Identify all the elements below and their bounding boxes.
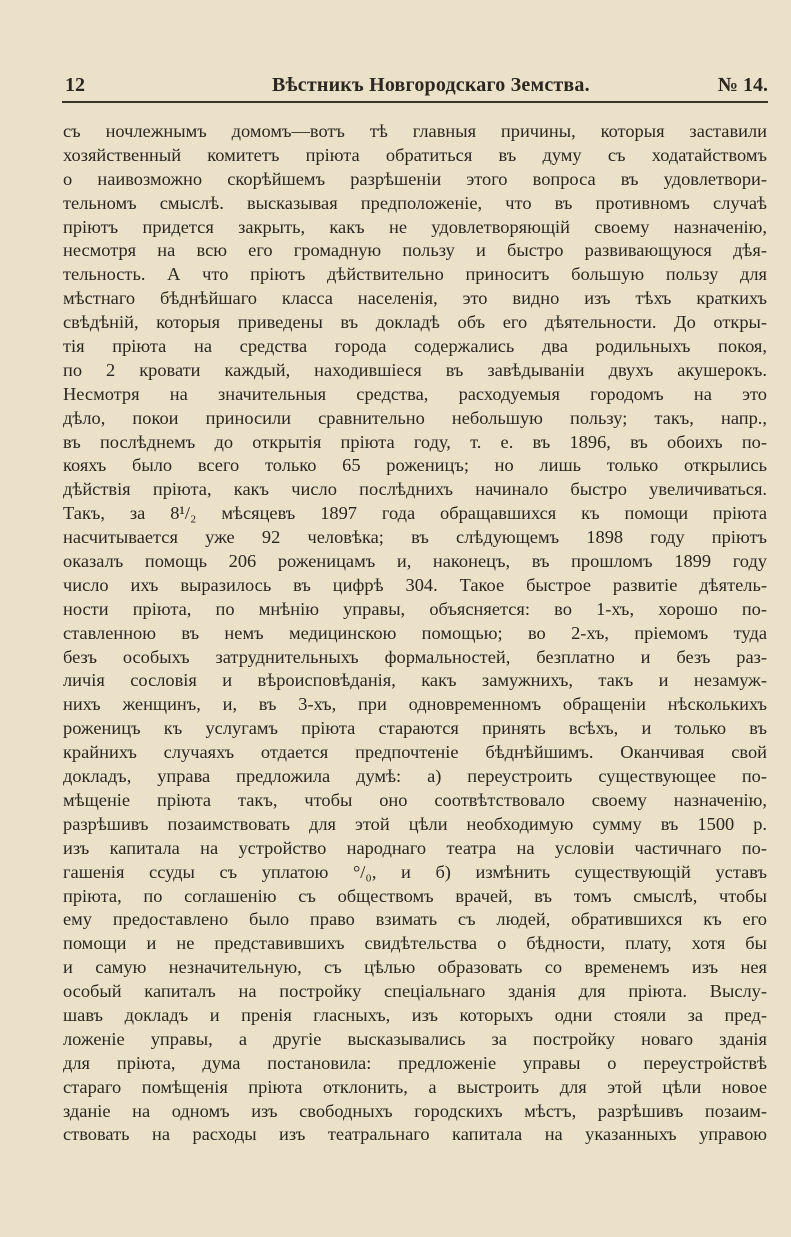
page-number: 12 bbox=[65, 74, 85, 96]
text-line: въ послѣднемъ до открытія пріюта году, т. е. въ 1896, въ обоихъ по- bbox=[63, 431, 767, 452]
text-line: число ихъ выразилось въ цифрѣ 304. Такое быстрое развитіе дѣятель- bbox=[63, 574, 767, 595]
text-line: съ ночлежнымъ домомъ—вотъ тѣ главныя причины, которыя заставили bbox=[63, 121, 767, 141]
text-line: пріюта, по соглашенію съ обществомъ врачей, въ томъ смыслѣ, чтобы bbox=[63, 885, 767, 906]
text-line: кояхъ было всего только 65 роженицъ; но лишь только открылись bbox=[63, 455, 767, 476]
text-line: для пріюта, дума постановила: предложеніе управы о переустройствѣ bbox=[63, 1052, 767, 1073]
text-line: нихъ женщинъ, и, въ 3-хъ, при одновременномъ обращеніи нѣсколькихъ bbox=[63, 694, 767, 715]
text-line: насчитывается уже 92 человѣка; въ слѣдующемъ 1898 году пріютъ bbox=[63, 527, 767, 548]
text-line: и самую незначительную, съ цѣлью образовать со временемъ изъ нея bbox=[63, 957, 767, 978]
text-line: тельномъ смыслѣ. высказывая предположеніе, что въ противномъ случаѣ bbox=[63, 192, 767, 213]
text-line: Несмотря на значительныя средства, расходуемыя городомъ на это bbox=[63, 383, 767, 404]
text-line: роженицъ къ услугамъ пріюта стараются принять всѣхъ, и только въ bbox=[63, 718, 767, 739]
text-line: ствовать на расходы изъ театральнаго капитала на указанныхъ управою bbox=[63, 1124, 767, 1145]
text-line: личія сословія и вѣроисповѣданія, какъ замужнихъ, такъ и незамуж- bbox=[63, 670, 767, 691]
text-line: дѣло, покои приносили сравнительно небольшую пользу; такъ, напр., bbox=[63, 407, 767, 428]
running-header bbox=[62, 72, 768, 100]
text-line: ности пріюта, по мнѣнію управы, объясняется: во 1-хъ, хорошо по- bbox=[63, 598, 767, 619]
text-line: мѣщеніе пріюта такъ, чтобы оно соотвѣтствовало своему назначенію, bbox=[63, 789, 767, 810]
text-line: особый капиталъ на постройку спеціальнаго зданія для пріюта. Выслу- bbox=[63, 981, 767, 1002]
text-line: о наивозможно скорѣйшемъ разрѣшеніи этого вопроса въ удовлетвори- bbox=[63, 168, 767, 189]
text-line: Такъ, за 8¹/₂ мѣсяцевъ 1897 года обращавшихся къ помощи пріюта bbox=[63, 503, 767, 524]
text-line: пріютъ придется закрыть, какъ не удовлетворяющій своему назначенію, bbox=[63, 216, 767, 237]
text-line: безъ особыхъ затруднительныхъ формальностей, безплатно и безъ раз- bbox=[63, 646, 767, 667]
header-rule bbox=[62, 101, 768, 103]
journal-title: Вѣстникъ Новгородскаго Земства. bbox=[272, 74, 590, 96]
body-text bbox=[63, 120, 767, 1147]
text-line: гашенія ссуды съ уплатою °/₀, и б) измѣнить существующій уставъ bbox=[63, 861, 767, 882]
text-line: докладъ, управа предложила думѣ: а) переустроить существующее по- bbox=[63, 766, 767, 787]
text-line: мѣстнаго бѣднѣйшаго класса населенія, это видно изъ тѣхъ краткихъ bbox=[63, 288, 767, 309]
text-line: дѣйствія пріюта, какъ число послѣднихъ начинало быстро увеличиваться. bbox=[63, 479, 767, 500]
text-line: ставленною въ немъ медицинскою помощью; во 2-хъ, пріемомъ туда bbox=[63, 622, 767, 643]
text-line: по 2 кровати каждый, находившіеся въ завѣдываніи двухъ акушерокъ. bbox=[63, 359, 767, 380]
text-line: тія пріюта на средства города содержались два родильныхъ покоя, bbox=[63, 336, 767, 357]
issue-number: № 14. bbox=[717, 74, 768, 96]
text-line: хозяйственный комитетъ пріюта обратиться въ думу съ ходатайствомъ bbox=[63, 144, 767, 165]
text-line: стараго помѣщенія пріюта отклонить, а выстроить для этой цѣли новое bbox=[63, 1076, 767, 1097]
text-line: изъ капитала на устройство народнаго театра на условіи частичнаго по- bbox=[63, 837, 767, 858]
text-line: помощи и не представившихъ свидѣтельства о бѣдности, плату, хотя бы bbox=[63, 933, 767, 954]
text-line: разрѣшивъ позаимствовать для этой цѣли необходимую сумму въ 1500 р. bbox=[63, 813, 767, 834]
text-line: оказалъ помощь 206 роженицамъ и, наконецъ, въ прошломъ 1899 году bbox=[63, 551, 767, 572]
text-line: тельность. А что пріютъ дѣйствительно приноситъ большую пользу для bbox=[63, 264, 767, 285]
text-line: ложеніе управы, а другіе высказывались за постройку новаго зданія bbox=[63, 1028, 767, 1049]
text-line: ему предоставлено было право взимать съ людей, обратившихся къ его bbox=[63, 909, 767, 930]
text-line: свѣдѣній, которыя приведены въ докладѣ объ его дѣятельности. До откры- bbox=[63, 312, 767, 333]
text-line: несмотря на всю его громадную пользу и быстро развивающуюся дѣя- bbox=[63, 240, 767, 261]
text-line: шавъ докладъ и пренія гласныхъ, изъ которыхъ одни стояли за пред- bbox=[63, 1004, 767, 1025]
text-line: крайнихъ случаяхъ отдается предпочтеніе бѣднѣйшимъ. Оканчивая свой bbox=[63, 742, 767, 763]
text-line: зданіе на одномъ изъ свободныхъ городскихъ мѣстъ, разрѣшивъ позаим- bbox=[63, 1100, 767, 1121]
